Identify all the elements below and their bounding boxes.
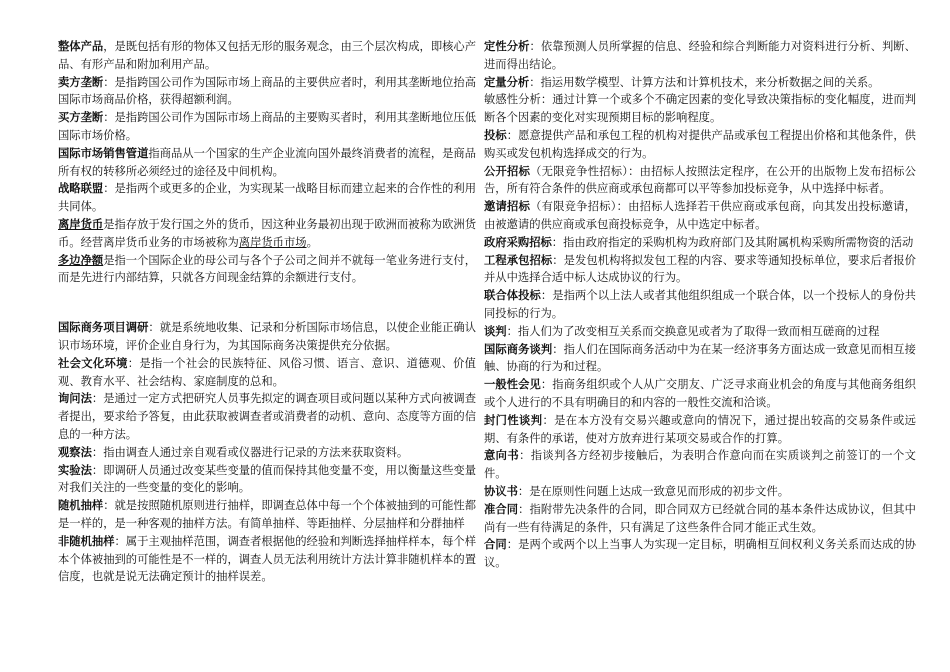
term-title: 国际商务项目调研 <box>58 321 149 335</box>
term-entry <box>58 355 476 391</box>
term-title: 工程承包招标 <box>484 253 553 267</box>
term-entry <box>484 127 916 163</box>
term-title: 国际市场销售管道 <box>58 146 149 160</box>
term-definition: ：是在本方没有交易兴趣或意向的情况下，通过提出较高的交易条件或远期、有条件的承诺，使对方放弃进行某项交易或合作的打算。 <box>484 413 916 445</box>
term-title: 联合体投标 <box>484 289 541 303</box>
term-title: 封门性谈判 <box>484 413 543 427</box>
term-entry <box>484 447 916 483</box>
term-title: 一般性会见 <box>484 378 541 392</box>
term-definition: ：是通过一定方式把研究人员事先拟定的调查项目或问题以某种方式向被调查者提出，要求给予答复，由此获取被调查者或消费者的动机、意向、态度等方面的信息的一种方法。 <box>58 392 477 441</box>
term-entry <box>58 533 476 586</box>
term-title: 整体产品 <box>58 40 104 53</box>
term-definition: ：是两个或两个以上当事人为实现一定目标，明确相互间权利义务关系而达成的协议。 <box>484 538 916 570</box>
term-definition-end: 。 <box>306 235 318 249</box>
term-definition: ：是指两个以上法人或者其他组织组成一个联合体，以一个投标人的身份共同投标的行为。 <box>484 289 916 320</box>
section-gap <box>58 287 476 319</box>
offshore-market-link[interactable]: 离岸货币市场 <box>238 235 307 249</box>
term-title: 非随机抽样 <box>58 534 115 548</box>
term-entry <box>58 319 476 355</box>
term-definition: ：是指两个或更多的企业，为实现某一战略目标而建立起来的合作性的利用共同体。 <box>58 182 477 214</box>
term-definition: ：指人们在国际商务活动中为在某一经济事务方面达成一致意见而相互接触、协商的行为和过程。 <box>484 342 916 374</box>
term-definition: ：即调研人员通过改变某些变量的值而保持其他变量不变，用以衡量这些变量对我们关注的一些变量的变化的影响。 <box>58 463 477 495</box>
term-entry <box>58 109 476 145</box>
term-entry <box>484 501 916 537</box>
term-title: 离岸货币 <box>58 217 104 231</box>
term-definition: ：是指一个社会的民族特征、风俗习惯、语言、意识、道德观、价值观、教育水平、社会结构、家庭制度的总和。 <box>58 356 476 388</box>
term-title: 谈判 <box>484 324 507 338</box>
term-entry <box>58 180 476 216</box>
term-definition: 敏感性分析：通过计算一个或多个不确定因素的变化导致决策指标的变化幅度，进而判断各个因素的变化对实现预期目标的影响程度。 <box>484 93 916 125</box>
term-entry <box>484 252 916 288</box>
term-entry <box>58 390 476 443</box>
term-title: 准合同 <box>484 502 519 516</box>
term-title: 政府采购招标 <box>484 235 552 249</box>
term-title: 买方垄断 <box>58 111 104 125</box>
term-title: 卖方垄断 <box>58 75 104 89</box>
term-definition: ：是指跨国公司作为国际市场上商品的主要供应者时，利用其垄断地位抬高国际市场商品价格，获得超额利润。 <box>58 75 477 107</box>
term-entry <box>484 74 916 92</box>
term-title: 国际商务谈判 <box>484 342 553 356</box>
term-entry <box>484 38 916 74</box>
term-definition: ：指谈判各方经初步接触后，为表明合作意向而在实质谈判之前签订的一个文件。 <box>484 449 916 481</box>
term-definition: ：指运用数学模型、计算方法和计算机技术，来分析数据之间的关系。 <box>529 75 880 89</box>
term-entry <box>484 376 916 412</box>
term-definition: ：指附带先决条件的合同，即合同双方已经就合同的基本条件达成协议，但其中尚有一些有待满足的条件，只有满足了这些条件合同才能正式生效。 <box>484 502 916 534</box>
term-entry <box>58 444 476 462</box>
term-entry <box>484 323 916 341</box>
term-entry-netting <box>58 252 476 288</box>
term-definition: ，是既包括有形的物体又包括无形的服务观念，由三个层次构成，即核心产品、有形产品和附加利用产品。 <box>58 40 477 71</box>
term-entry <box>58 462 476 498</box>
term-entry <box>484 412 916 448</box>
term-title: 随机抽样 <box>58 499 104 513</box>
term-entry <box>484 163 916 199</box>
term-entry <box>484 483 916 501</box>
term-definition: ：就是系统地收集、记录和分析国际市场信息，以使企业能正确认识市场环境，评价企业自身行为，为其国际商务决策提供充分依据。 <box>58 321 477 352</box>
term-title: 社会文化环境 <box>58 356 128 370</box>
term-title: 询问法 <box>58 392 92 406</box>
term-definition: 是指一个国际企业的母公司与各个子公司之间并不就每一笔业务进行支付，而是先进行内部结算，只就各方间现金结算的余额进行支付。 <box>58 253 477 285</box>
term-entry <box>58 74 476 110</box>
term-entry <box>484 341 916 377</box>
term-entry <box>484 91 916 127</box>
term-title: 意向书 <box>484 449 520 463</box>
term-definition: ：依靠预测人员所掌握的信息、经验和综合判断能力对资料进行分析、判断、进而得出结论。 <box>484 40 916 71</box>
term-title: 观察法 <box>58 445 92 459</box>
left-column <box>58 38 476 586</box>
term-definition: ：就是按照随机原则进行抽样，即调查总体中每一个个体被抽到的可能性都是一样的，是一种客观的抽样方法。有简单抽样、等距抽样、分层抽样和分群抽样 <box>58 499 477 530</box>
term-entry-offshore <box>58 216 476 252</box>
term-entry <box>58 145 476 181</box>
term-entry <box>484 234 916 252</box>
term-definition: ：是发包机构将拟发包工程的内容、要求等通知投标单位，要求后者报价并从中选择合适中标人达成协议的行为。 <box>484 253 916 285</box>
term-definition: ：指人们为了改变相互关系而交换意见或者为了取得一致而相互磋商的过程 <box>506 324 880 338</box>
term-definition: （无限竞争性招标）：由招标人按照法定程序，在公开的出版物上发布招标公告，所有符合条件的供应商或承包商都可以平等参加投标竞争，从中选择中标者。 <box>484 164 916 196</box>
term-definition: ：指由调查人通过亲自观看或仪器进行记录的方法来获取资料。 <box>91 445 409 459</box>
term-definition: 是指存放于发行国之外的货币，因这种业务最初出现于欧洲而被称为欧洲货币。经营离岸货币业务的市场被称为 <box>58 217 477 249</box>
term-entry <box>484 287 916 323</box>
term-definition: ：指商务组织或个人从广交朋友、广泛寻求商业机会的角度与其他商务组织或个人进行的不具有明确目的和内容的一般性交流和洽谈。 <box>484 378 916 409</box>
term-entry <box>58 497 476 533</box>
term-entry <box>58 38 476 74</box>
term-title: 邀请招标 <box>484 200 531 214</box>
term-definition: ：是指跨国公司作为国际市场上商品的主要购买者时，利用其垄断地位压低国际市场价格。 <box>58 111 477 142</box>
term-title: 定性分析 <box>484 40 530 53</box>
term-definition: ：指由政府指定的采购机构为政府部门及其附属机构采购所需物资的活动 <box>551 235 914 249</box>
term-entry <box>484 536 916 572</box>
term-title: 投标 <box>484 128 507 142</box>
term-title: 公开招标 <box>484 164 531 178</box>
term-title: 合同 <box>484 538 507 552</box>
term-title: 实验法 <box>58 463 92 477</box>
term-title: 多边净额 <box>58 253 104 267</box>
term-definition: （有限竞争招标）：由招标人选择若干供应商或承包商，向其发出投标邀请，由被邀请的供应商或承包商投标竞争，从中选定中标者。 <box>484 200 916 231</box>
term-title: 协议书 <box>484 484 518 498</box>
term-title: 战略联盟 <box>58 182 104 196</box>
term-title: 定量分析 <box>484 75 530 89</box>
term-definition: 指商品从一个国家的生产企业流向国外最终消费者的流程，是商品所有权的转移所必须经过的途径及中间机构。 <box>58 146 477 178</box>
term-definition: ：属于主观抽样范围，调查者根据他的经验和判断选择抽样样本，每个样本个体被抽到的可能性是不一样的，调查人员无法利用统计方法计算非随机样本的置信度，也就是说无法确定预计的抽样误差。 <box>58 534 477 584</box>
right-column <box>484 38 916 572</box>
term-entry <box>484 198 916 234</box>
term-definition: ：愿意提供产品和承包工程的机构对提供产品或承包工程提出价格和其他条件，供购买或发包机构选择成交的行为。 <box>484 128 916 160</box>
term-definition: ：是在原则性问题上达成一致意见而形成的初步文件。 <box>517 484 790 498</box>
